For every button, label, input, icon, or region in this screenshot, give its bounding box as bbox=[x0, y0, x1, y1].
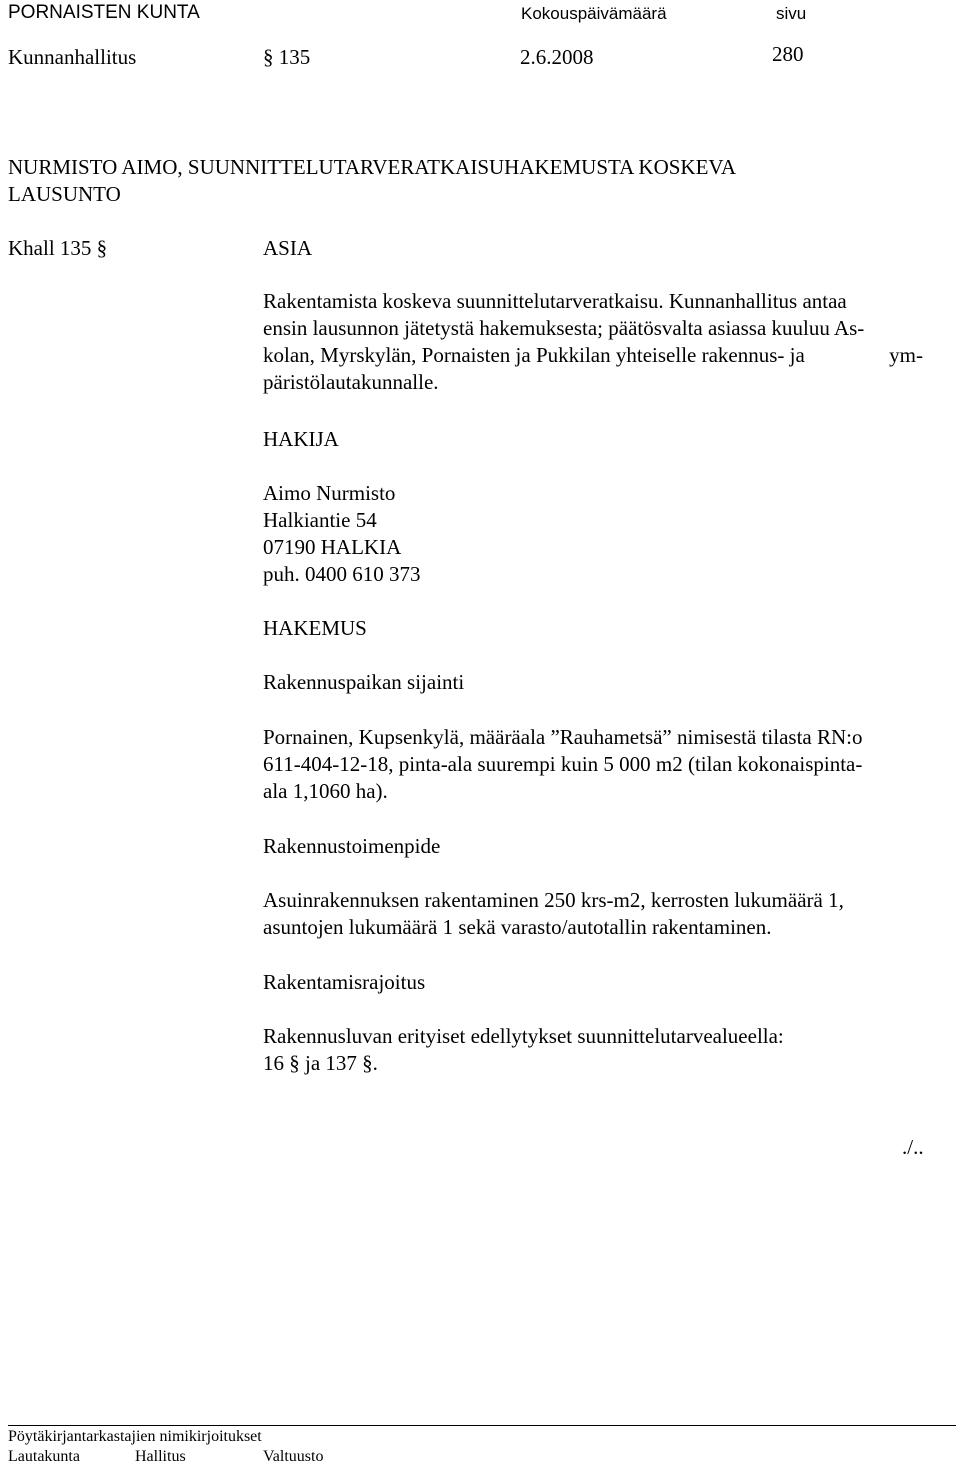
asia-line-1: Rakentamista koskeva suunnittelutarveratkaisu. Kunnanhallitus antaa bbox=[263, 289, 847, 313]
location-heading: Rakennuspaikan sijainti bbox=[263, 670, 465, 694]
restriction-line-2: 16 § ja 137 §. bbox=[263, 1051, 378, 1075]
applicant-postal: 07190 HALKIA bbox=[263, 535, 402, 559]
footer-lautakunta: Lautakunta bbox=[8, 1448, 80, 1465]
location-line-2: 611-404-12-18, pinta-ala suurempi kuin 5 000 m2 (tilan kokonaispinta- bbox=[263, 752, 863, 776]
signatures-label: Pöytäkirjantarkastajien nimikirjoitukset bbox=[8, 1428, 262, 1445]
section-number: § 135 bbox=[263, 45, 311, 69]
asia-line-2: ensin lausunnon jätetystä hakemuksesta; päätösvalta asiassa kuuluu As- bbox=[263, 316, 865, 340]
page-number: 280 bbox=[772, 42, 804, 66]
document-title-line-1: NURMISTO AIMO, SUUNNITTELUTARVERATKAISUHAKEMUSTA KOSKEVA bbox=[8, 155, 737, 179]
measure-line-2: asuntojen lukumäärä 1 sekä varasto/autotallin rakentaminen. bbox=[263, 915, 772, 939]
hakemus-heading: HAKEMUS bbox=[263, 616, 367, 640]
asia-line-3: kolan, Myrskylän, Pornaisten ja Pukkilan yhteiselle rakennus- ja ym- bbox=[263, 343, 923, 367]
document-title-line-2: LAUSUNTO bbox=[8, 182, 121, 206]
organization-name: PORNAISTEN KUNTA bbox=[8, 2, 200, 23]
page-label: sivu bbox=[776, 4, 807, 23]
location-line-3: ala 1,1060 ha). bbox=[263, 779, 388, 803]
location-line-1: Pornainen, Kupsenkylä, määräala ”Rauhametsä” nimisestä tilasta RN:o bbox=[263, 725, 863, 749]
measure-heading: Rakennustoimenpide bbox=[263, 834, 441, 858]
footer-divider bbox=[8, 1425, 956, 1426]
asia-heading: ASIA bbox=[263, 236, 313, 260]
applicant-name: Aimo Nurmisto bbox=[263, 481, 396, 505]
reference-label: Khall 135 § bbox=[8, 236, 108, 260]
meeting-date: 2.6.2008 bbox=[520, 45, 594, 69]
restriction-line-1: Rakennusluvan erityiset edellytykset suunnittelutarvealueella: bbox=[263, 1024, 784, 1048]
continuation-mark: ./.. bbox=[902, 1135, 924, 1159]
meeting-date-label: Kokouspäivämäärä bbox=[521, 4, 667, 23]
restriction-heading: Rakentamisrajoitus bbox=[263, 970, 426, 994]
applicant-street: Halkiantie 54 bbox=[263, 508, 377, 532]
applicant-phone: puh. 0400 610 373 bbox=[263, 562, 421, 586]
footer-valtuusto: Valtuusto bbox=[263, 1448, 324, 1465]
measure-line-1: Asuinrakennuksen rakentaminen 250 krs-m2, kerrosten lukumäärä 1, bbox=[263, 888, 844, 912]
asia-line-4: päristölautakunnalle. bbox=[263, 370, 439, 394]
footer-hallitus: Hallitus bbox=[135, 1448, 186, 1465]
governing-body: Kunnanhallitus bbox=[8, 45, 137, 69]
hakija-heading: HAKIJA bbox=[263, 427, 339, 451]
